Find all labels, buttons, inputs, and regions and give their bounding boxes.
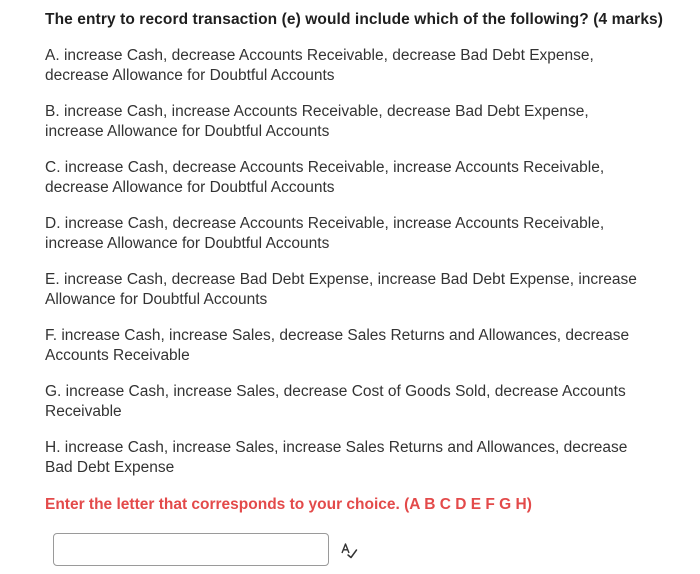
option-a xyxy=(45,46,655,86)
option-b-line1: B. increase Cash, increase Accounts Receivable, decrease Bad Debt Expense, xyxy=(45,103,589,120)
question-text: The entry to record transaction (e) would include which of the following? (4 marks) xyxy=(45,11,664,28)
option-g xyxy=(45,382,655,422)
option-c xyxy=(45,158,655,198)
option-e-line1: E. increase Cash, decrease Bad Debt Expense, increase Bad Debt Expense, increase xyxy=(45,271,637,288)
option-f-line2: Accounts Receivable xyxy=(45,347,190,364)
option-a-line1: A. increase Cash, decrease Accounts Receivable, decrease Bad Debt Expense, xyxy=(45,47,594,64)
option-g-line1: G. increase Cash, increase Sales, decrease Cost of Goods Sold, decrease Accounts xyxy=(45,383,626,400)
option-e xyxy=(45,270,655,310)
option-a-line2: decrease Allowance for Doubtful Accounts xyxy=(45,67,335,84)
option-h xyxy=(45,438,655,478)
option-h-line2: Bad Debt Expense xyxy=(45,459,175,476)
option-c-line1: C. increase Cash, decrease Accounts Receivable, increase Accounts Receivable, xyxy=(45,159,605,176)
answer-input[interactable] xyxy=(53,533,329,566)
option-b-line2: increase Allowance for Doubtful Accounts xyxy=(45,123,330,140)
option-g-line2: Receivable xyxy=(45,403,122,420)
options-list xyxy=(45,46,655,494)
option-d xyxy=(45,214,655,254)
option-d-line1: D. increase Cash, decrease Accounts Receivable, increase Accounts Receivable, xyxy=(45,215,605,232)
option-b xyxy=(45,102,655,142)
option-e-line2: Allowance for Doubtful Accounts xyxy=(45,291,268,308)
instruction-text: Enter the letter that corresponds to your choice. (A B C D E F G H) xyxy=(45,496,532,513)
option-d-line2: increase Allowance for Doubtful Accounts xyxy=(45,235,330,252)
option-f xyxy=(45,326,655,366)
option-f-line1: F. increase Cash, increase Sales, decrease Sales Returns and Allowances, decrease xyxy=(45,327,630,344)
option-c-line2: decrease Allowance for Doubtful Accounts xyxy=(45,179,335,196)
spellcheck-icon[interactable] xyxy=(340,541,358,559)
option-h-line1: H. increase Cash, increase Sales, increase Sales Returns and Allowances, decrease xyxy=(45,439,628,456)
